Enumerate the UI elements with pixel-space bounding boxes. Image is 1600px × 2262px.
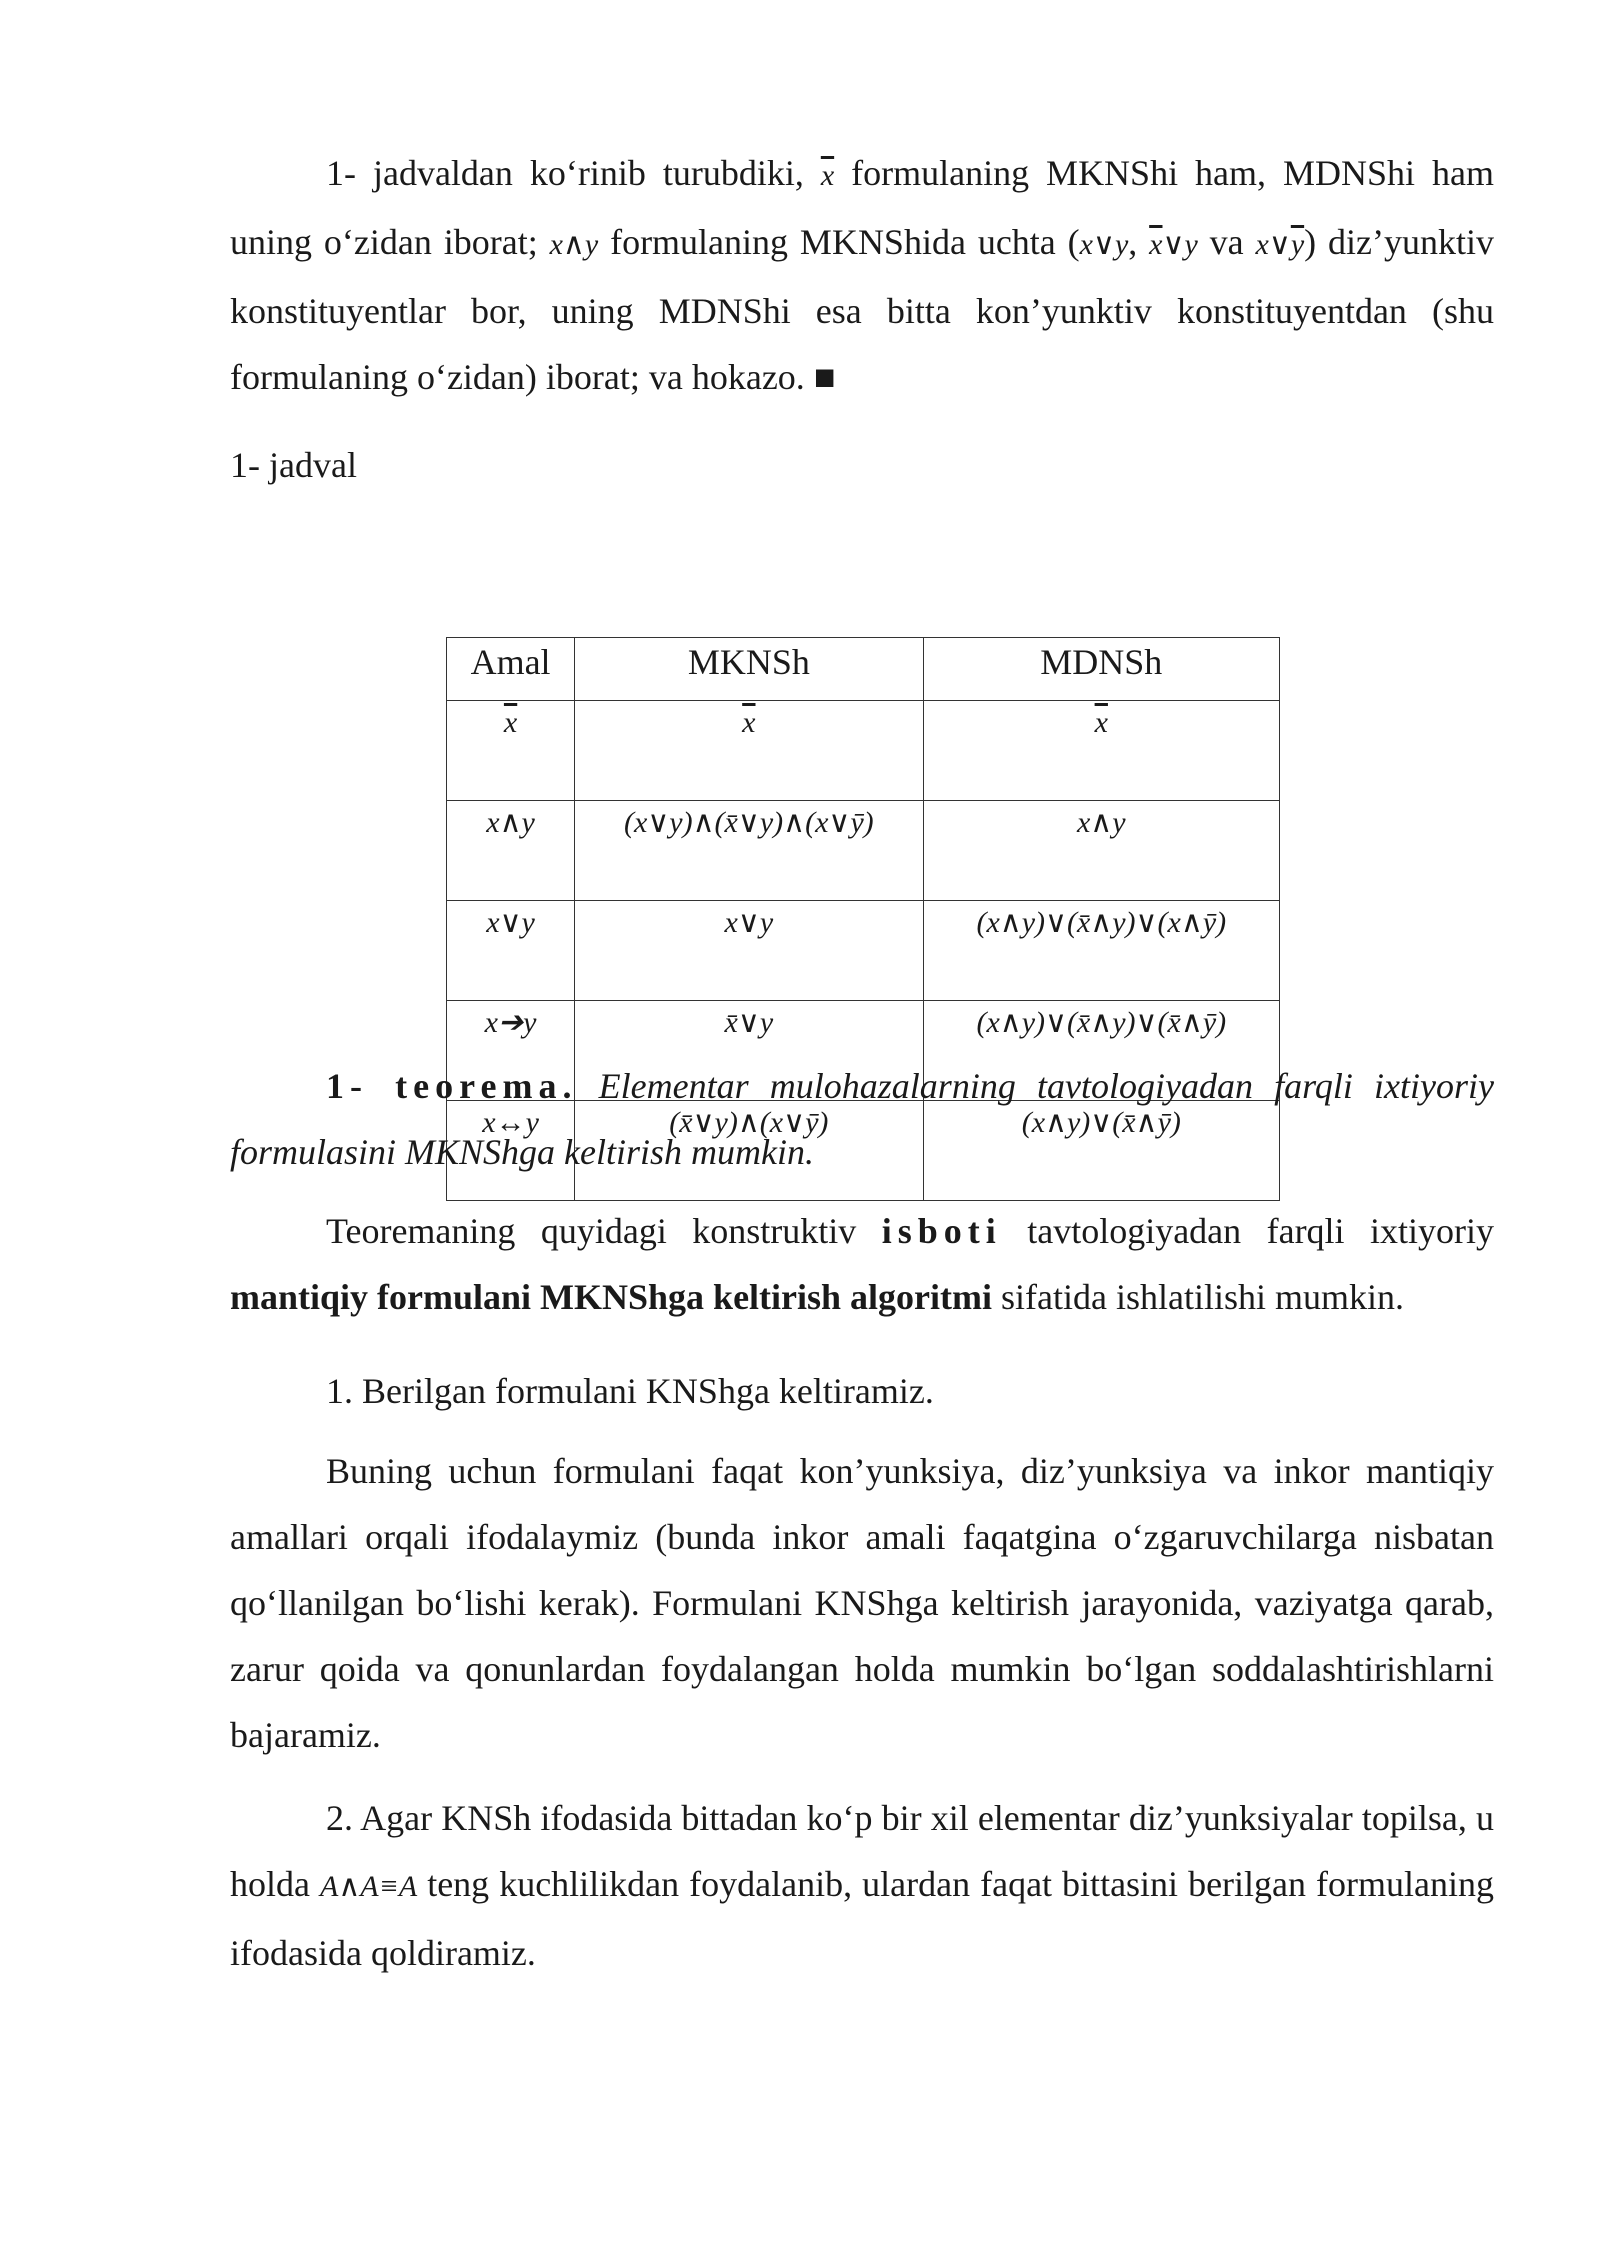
formula-x-or-y: x∨y — [1079, 228, 1129, 261]
formula: $\overline{x}$ — [742, 706, 756, 739]
text: va — [1197, 222, 1256, 262]
formula: $\overline{x}$ — [503, 706, 518, 739]
cell-mknsh — [575, 801, 923, 901]
cell-mdnsh — [923, 901, 1279, 1001]
header-mknsh: MKNSh — [575, 638, 923, 701]
step-1-detail: Buning uchun formulani faqat kon’yunksiya, diz’yunksiya va inkor mantiqiy amallari orqali ifodalaymiz (bunda inkor amali faqatgina o‘zgaruvchilarga nisbatan qo‘llanilgan bo‘lishi kerak). Formulani KNShga keltirish jarayonida, vaziyatga qarab, zarur qoida va qonunlardan foydalangan holda mumkin bo‘lgan soddalashtirishlarni bajaramiz. — [230, 1451, 1494, 1755]
proof-word: isboti — [881, 1211, 1002, 1251]
text: formulaning MKNShi ham, MDNShi ham uning o‘zidan iborat; — [230, 153, 1494, 262]
formula: x∨y — [486, 906, 535, 939]
end-of-proof-mark: ■ — [813, 357, 836, 397]
table-row — [447, 901, 1280, 1001]
formula-x-and-y: x∧y — [549, 228, 599, 261]
header-mdnsh: MDNSh — [923, 638, 1279, 701]
text: tavtologiyadan farqli ixtiyoriy — [1001, 1211, 1494, 1251]
text: 1- jadvaldan ko‘rinib turubdiki, — [326, 153, 821, 193]
text: teng kuchlilikdan foydalanib, ulardan faqat bittasini berilgan formulaning ifodasida qoldiramiz. — [230, 1864, 1494, 1973]
header-amal: Amal — [447, 638, 575, 701]
formula: (x∧y)∨(x̄∧y)∨(x̄∧ȳ) — [976, 1006, 1227, 1039]
theorem-label: 1- teorema. — [326, 1066, 578, 1106]
text: sifatida ishlatilishi mumkin. — [992, 1277, 1404, 1317]
table-row — [447, 701, 1280, 801]
cell-amal — [447, 701, 575, 801]
cell-mdnsh — [923, 701, 1279, 801]
cell-mknsh — [575, 701, 923, 801]
cell-amal — [447, 801, 575, 901]
formula-not-x-part: $\overline{x}$ — [1149, 228, 1163, 261]
formula-not-x: $\overline{x}$ — [820, 159, 835, 192]
table-row — [447, 801, 1280, 901]
algorithm-title: mantiqiy formulani MKNShga keltirish algoritmi — [230, 1277, 993, 1317]
formula: x∧y — [1076, 806, 1126, 839]
proof-paragraph — [230, 1198, 1494, 1330]
formula: x∧y — [486, 806, 535, 839]
intro-paragraph — [230, 140, 1494, 410]
formula-or-y-part: ∨y — [1162, 228, 1198, 261]
step-1: 1. Berilgan formulani KNShga keltiramiz. — [326, 1371, 934, 1411]
theorem-paragraph — [230, 1053, 1494, 1185]
text: Teoremaning quyidagi konstruktiv — [326, 1211, 882, 1251]
text: formulaning MKNShida uchta ( — [598, 222, 1080, 262]
formula: (x∧y)∨(x̄∧ȳ) — [1021, 1106, 1181, 1139]
formula-idempotence: A∧A≡A — [320, 1870, 418, 1903]
theorem-statement: Elementar mulohazalarning tavtologiyadan farqli ixtiyoriy formulasini MKNShga keltirish mumkin. — [230, 1066, 1494, 1172]
formula: (x∧y)∨(x̄∧y)∨(x∧ȳ) — [976, 906, 1227, 939]
formula: x∨y — [724, 906, 774, 939]
formula: x̄∨y — [724, 1006, 774, 1039]
text: , — [1128, 222, 1150, 262]
formula-not-y-part: $\overline{y}$ — [1290, 228, 1305, 261]
cell-amal — [447, 901, 575, 1001]
formula: x↔y — [482, 1106, 539, 1139]
formula: (x̄∨y)∧(x∨ȳ) — [669, 1106, 829, 1139]
cell-mknsh — [575, 901, 923, 1001]
formula: (x∨y)∧(x̄∨y)∧(x∨ȳ) — [624, 806, 874, 839]
cell-mdnsh — [923, 801, 1279, 901]
formula-x-or-part: x∨ — [1255, 228, 1291, 261]
formula: $\overline{x}$ — [1094, 706, 1108, 739]
formula: x➔y — [484, 1006, 537, 1039]
text: ) diz’yunktiv konstituyentlar bor, uning MDNShi esa bitta kon’yunktiv konstituyentdan (shu formulaning o‘zidan) iborat; va hokazo. — [230, 222, 1494, 397]
step-2 — [230, 1785, 1494, 1986]
text: 2. Agar KNSh ifodasida bittadan ko‘p bir xil elementar diz’yunksiyalar topilsa, u holda — [230, 1798, 1494, 1904]
table-caption: 1- jadval — [230, 445, 357, 485]
table-header-row — [447, 638, 1280, 701]
